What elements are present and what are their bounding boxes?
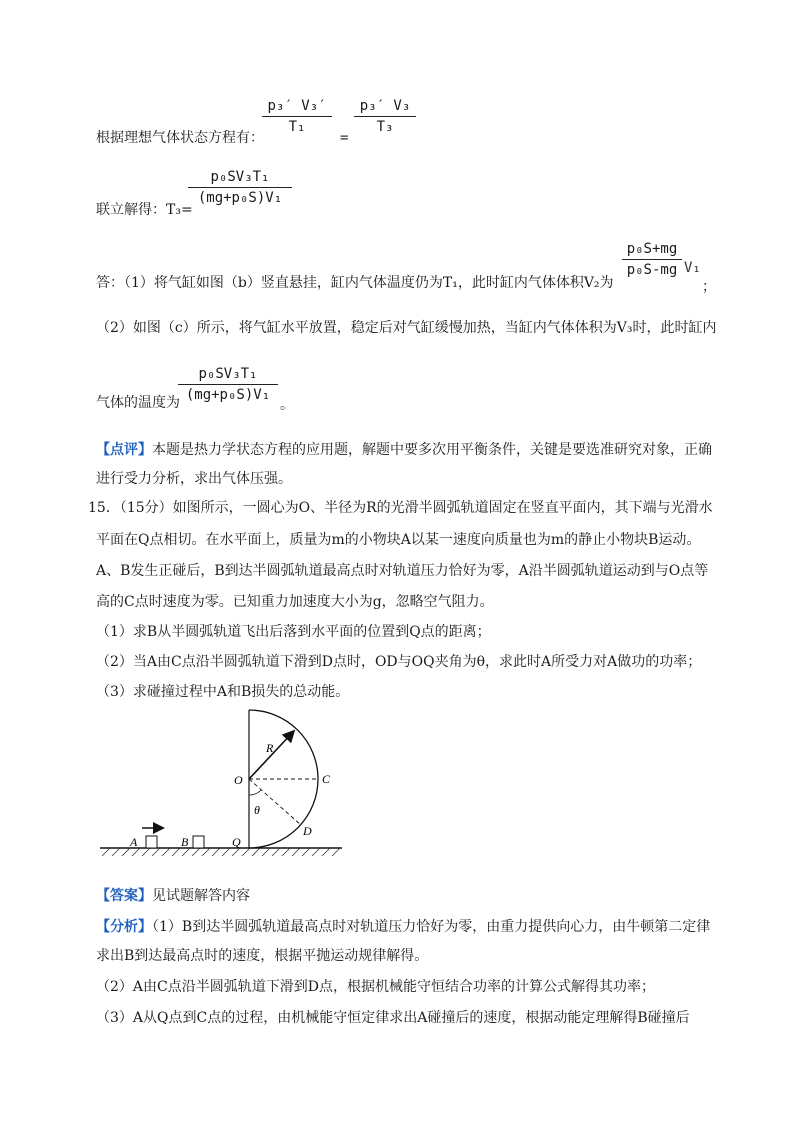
answer-line-3: 气体的温度为 (96, 395, 180, 411)
problem-line-4: 高的C点时速度为零。已知重力加速度大小为g，忽略空气阻力。 (96, 594, 494, 610)
label-d: D (303, 824, 312, 838)
comment-line-2: 进行受力分析，求出气体压强。 (96, 471, 292, 487)
solve-fraction (188, 168, 292, 207)
theta-arc (249, 790, 261, 795)
analysis-text-1: （1）B到达半圆弧轨道最高点时对轨道压力恰好为零，由重力提供向心力，由牛顿第二定律 (152, 919, 711, 935)
block-a (146, 836, 157, 848)
answer-line-1-end: ； (702, 279, 716, 295)
label-r: R (266, 741, 274, 755)
v2-suffix: V₁ (684, 260, 701, 276)
answer-row (96, 886, 250, 906)
analysis-line-3: （2）A由C点沿半圆弧轨道下滑到D点，根据机械能守恒结合功率的计算公式解得其功率； (96, 979, 655, 995)
ground-hatching (102, 848, 340, 856)
state-eq-rhs-fraction (354, 97, 416, 136)
fraction-bar (262, 116, 332, 117)
v2-fraction (622, 240, 682, 279)
state-eq-lhs-numerator: p₃′ V₃′ (267, 98, 327, 114)
state-eq-lhs-denominator: T₁ (288, 119, 306, 135)
label-o: O (234, 773, 243, 787)
analysis-line-2: 求出B到达最高点时的速度，根据平抛运动规律解得。 (96, 948, 429, 964)
state-eq-rhs-numerator: p₃′ V₃ (359, 98, 411, 114)
fraction-bar (622, 259, 682, 260)
analysis-tag: 【分析】 (96, 919, 152, 935)
comment-tag: 【点评】 (96, 442, 152, 458)
fraction-bar (354, 116, 416, 117)
answer-line-1: 答：（1）将气缸如图（b）竖直悬挂，缸内气体温度仍为T₁，此时缸内气体体积V₂为 (96, 275, 614, 291)
label-c: C (322, 772, 331, 786)
temperature-denominator: (mg+p₀S)V₁ (185, 387, 271, 403)
od-dashed-line (249, 779, 301, 825)
label-q: Q (232, 835, 241, 849)
state-eq-equals: = (340, 130, 349, 146)
question-2: （2）当A由C点沿半圆弧轨道下滑到D点时，OD与OQ夹角为θ，求此时A所受力对A做功的功率； (96, 654, 702, 670)
label-b: B (181, 835, 189, 849)
solve-denominator: (mg+p₀S)V₁ (197, 190, 283, 206)
problem-line-1: 15．（15分）如图所示，一圆心为O、半径为R的光滑半圆弧轨道固定在竖直平面内，其下端与光滑水 (88, 500, 713, 516)
fraction-bar (178, 384, 278, 385)
v2-numerator: p₀S+mg (626, 241, 678, 257)
question-3: （3）求碰撞过程中A和B损失的总动能。 (96, 684, 350, 700)
state-eq-lhs-fraction (262, 97, 332, 136)
v2-denominator: p₀S-mg (626, 262, 678, 278)
temperature-fraction (178, 365, 278, 404)
state-eq-label: 根据理想气体状态方程有： (96, 130, 264, 146)
analysis-line-4: （3）A从Q点到C点的过程，由机械能守恒定律求出A碰撞后的速度，根据动能定理解得B碰撞后 (96, 1010, 690, 1026)
physics-figure (96, 704, 346, 864)
block-b (193, 836, 204, 848)
answer-tag: 【答案】 (96, 888, 152, 904)
comment-line-1 (96, 440, 712, 460)
analysis-line-1 (96, 917, 710, 937)
question-1: （1）求B从半圆弧轨道飞出后落到水平面的位置到Q点的距离； (96, 624, 491, 640)
state-eq-rhs-denominator: T₃ (376, 119, 394, 135)
radius-arrow (249, 732, 293, 779)
comment-text-1: 本题是热力学状态方程的应用题，解题中要多次用平衡条件，关键是要选准研究对象，正确 (152, 442, 712, 458)
solve-numerator: p₀SV₃T₁ (210, 169, 270, 185)
solve-label: 联立解得：T₃= (96, 202, 193, 218)
label-a: A (130, 835, 138, 849)
answer-text: 见试题解答内容 (152, 888, 250, 904)
temperature-numerator: p₀SV₃T₁ (198, 366, 258, 382)
fraction-bar (188, 187, 292, 188)
answer-line-3-end: 。 (280, 397, 294, 413)
answer-line-2: （2）如图（c）所示，将气缸水平放置，稳定后对气缸缓慢加热，当缸内气体体积为V₃时，此时缸内 (96, 320, 717, 336)
label-theta: θ (254, 803, 260, 817)
problem-line-3: A、B发生正碰后，B到达半圆弧轨道最高点时对轨道压力恰好为零，A沿半圆弧轨道运动到与O点等 (96, 563, 709, 579)
problem-line-2: 平面在Q点相切。在水平面上，质量为m的小物块A以某一速度向质量也为m的静止小物块B运动。 (96, 532, 701, 548)
